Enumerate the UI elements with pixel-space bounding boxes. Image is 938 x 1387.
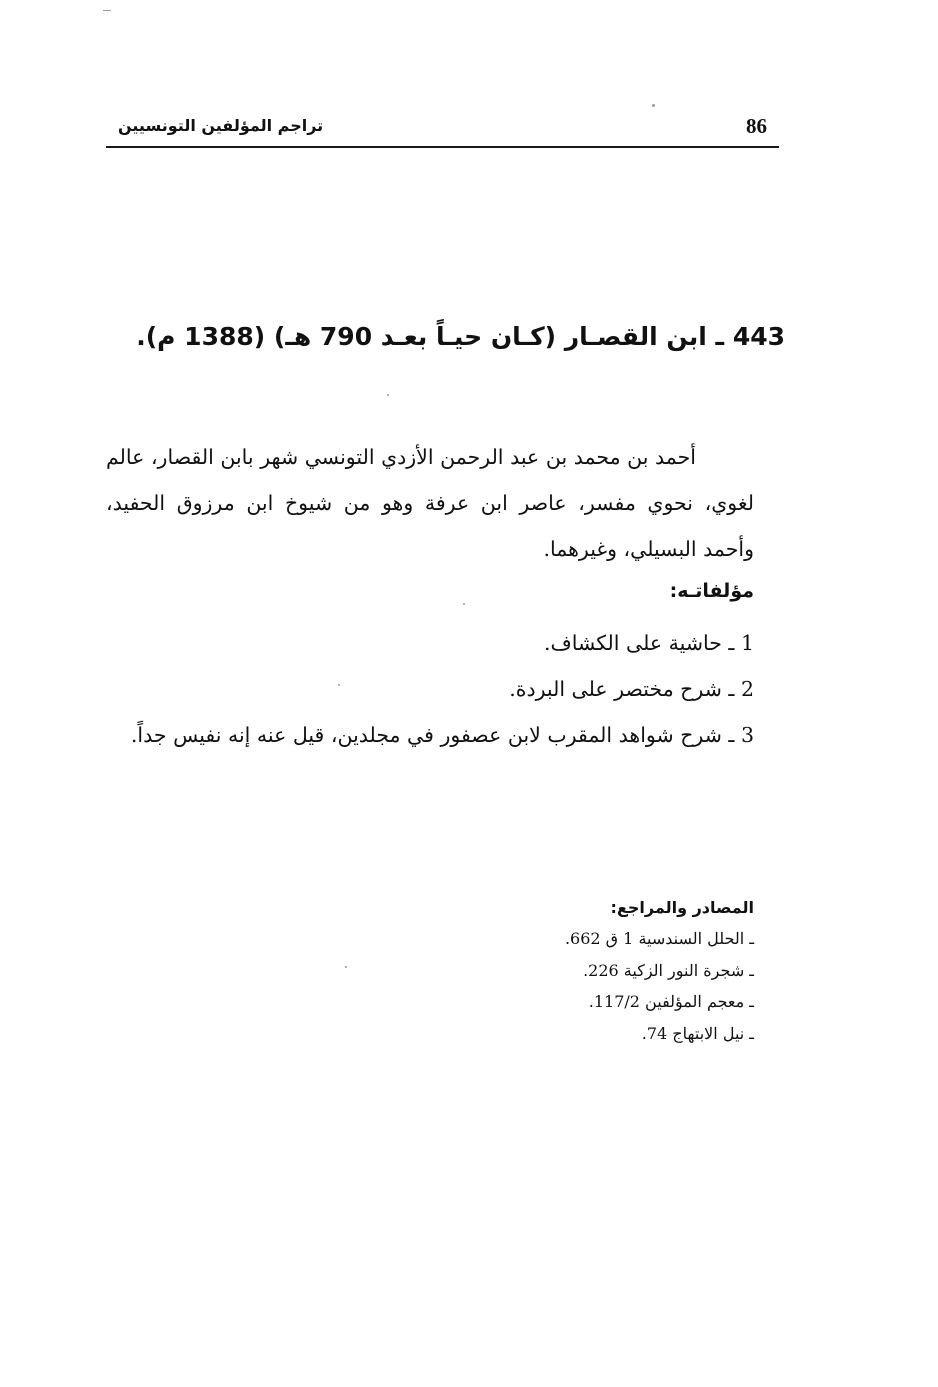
scan-speck	[652, 104, 655, 107]
works-list	[106, 620, 754, 758]
page-number: 86	[746, 114, 767, 138]
scan-speck	[387, 394, 389, 396]
running-title: تراجم المؤلفين التونسيين	[118, 116, 324, 135]
work-item: 2 ـ شرح مختصر على البردة.	[509, 677, 754, 701]
works-heading: مؤلفاتـه:	[669, 580, 754, 602]
scan-speck	[338, 684, 340, 686]
page-header	[106, 112, 779, 148]
scan-speck	[345, 966, 347, 968]
sources-list	[450, 923, 754, 1049]
source-item: ـ شجرة النور الزكية 226.	[583, 960, 754, 980]
entry-title: 443 ـ ابن القصـار (كـان حيـاً بعـد 790 هـ) (1388 م).	[136, 322, 785, 351]
sources-heading: المصادر والمراجع:	[610, 898, 754, 917]
scan-speck	[103, 10, 111, 11]
source-item: ـ نيل الابتهاج 74.	[641, 1023, 754, 1043]
sources-section	[450, 893, 754, 1049]
source-item: ـ الحلل السندسية 1 ق 662.	[564, 929, 754, 948]
entry-biography: أحمد بن محمد بن عبد الرحمن الأزدي التونسي شهر بابن القصار، عالم لغوي، نحوي مفسر، عاصر ابن عرفة وهو من شيوخ ابن مرزوق الحفيد، وأحمد البسيلي، وغيرهما.	[106, 445, 754, 561]
scan-speck	[463, 603, 465, 605]
work-item: 1 ـ حاشية على الكشاف.	[543, 631, 754, 655]
work-item: 3 ـ شرح شواهد المقرب لابن عصفور في مجلدين، قيل عنه إنه نفيس جداً.	[130, 723, 754, 747]
source-item: ـ معجم المؤلفين 117/2.	[588, 992, 754, 1011]
